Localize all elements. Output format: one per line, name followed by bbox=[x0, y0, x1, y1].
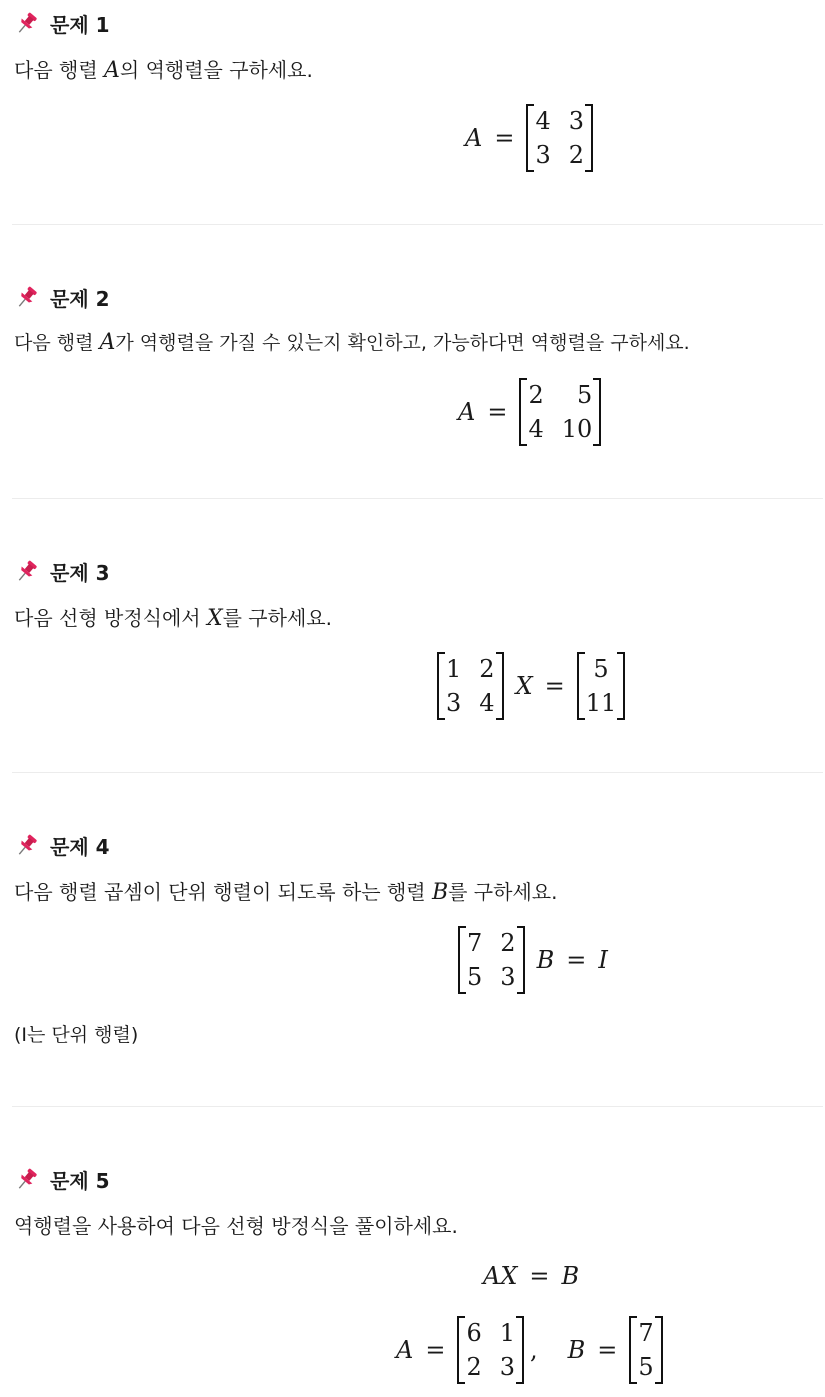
matrix-entry: 11 bbox=[585, 689, 617, 717]
matrix-entry: 3 bbox=[446, 689, 462, 717]
divider bbox=[12, 498, 823, 499]
matrix-name: A bbox=[458, 398, 476, 426]
math-symbol: AX bbox=[483, 1262, 518, 1290]
matrix-entry: 10 bbox=[561, 415, 593, 443]
matrix-entry: 4 bbox=[528, 415, 544, 443]
problem-3-equation bbox=[437, 652, 625, 720]
matrix-entry: 4 bbox=[479, 689, 495, 717]
matrix-entry: 4 bbox=[535, 107, 551, 135]
divider bbox=[12, 772, 823, 773]
matrix-entry: 3 bbox=[500, 963, 516, 991]
problem-5-equation-2 bbox=[396, 1316, 663, 1384]
equals-sign: = bbox=[425, 1336, 446, 1364]
divider bbox=[12, 1106, 823, 1107]
equals-sign: = bbox=[487, 398, 508, 426]
pushpin-icon bbox=[14, 284, 40, 310]
divider bbox=[12, 224, 823, 225]
math-symbol: B bbox=[561, 1262, 580, 1290]
equals-sign: = bbox=[494, 124, 515, 152]
equals-sign: = bbox=[544, 672, 565, 700]
problem-3-title: 문제 3 bbox=[14, 556, 110, 586]
matrix-entry: 2 bbox=[466, 1353, 482, 1381]
problem-2-equation bbox=[458, 378, 601, 446]
problem-3-description: 다음 선형 방정식에서 X를 구하세요. bbox=[14, 606, 332, 631]
equals-sign: = bbox=[597, 1336, 618, 1364]
unknown-matrix: X bbox=[515, 672, 533, 700]
problem-4-title: 문제 4 bbox=[14, 830, 110, 860]
problem-2-description: 다음 행렬 A가 역행렬을 가질 수 있는지 확인하고, 가능하다면 역행렬을 구하세요. bbox=[14, 330, 690, 355]
equals-sign: = bbox=[529, 1262, 550, 1290]
unknown-matrix: B bbox=[536, 946, 555, 974]
matrix-entry: 7 bbox=[467, 929, 483, 957]
matrix-entry: 5 bbox=[467, 963, 483, 991]
pushpin-icon bbox=[14, 1166, 40, 1192]
coefficient-matrix bbox=[437, 652, 504, 720]
matrix-entry: 3 bbox=[499, 1353, 516, 1381]
math-symbol: A bbox=[396, 1336, 414, 1364]
matrix-entry: 5 bbox=[638, 1353, 654, 1381]
matrix-entry: 2 bbox=[528, 381, 544, 409]
matrix-name: A bbox=[465, 124, 483, 152]
matrix-entry: 1 bbox=[446, 655, 462, 683]
problem-4-description: 다음 행렬 곱셈이 단위 행렬이 되도록 하는 행렬 B를 구하세요. bbox=[14, 880, 558, 905]
pushpin-icon bbox=[14, 558, 40, 584]
matrix-entry: 3 bbox=[535, 141, 551, 169]
problem-4-note: (I는 단위 행렬) bbox=[14, 1024, 139, 1046]
problem-5-title: 문제 5 bbox=[14, 1164, 110, 1194]
matrix-a bbox=[457, 1316, 524, 1384]
matrix-entry: 5 bbox=[593, 655, 609, 683]
result-vector bbox=[577, 652, 626, 720]
matrix-entry: 2 bbox=[479, 655, 495, 683]
matrix-entry: 1 bbox=[499, 1319, 516, 1347]
problem-4-equation bbox=[458, 926, 608, 994]
problem-1-description: 다음 행렬 A의 역행렬을 구하세요. bbox=[14, 58, 313, 83]
math-symbol: B bbox=[567, 1336, 586, 1364]
problem-2-title: 문제 2 bbox=[14, 282, 110, 312]
matrix-entry: 2 bbox=[500, 929, 516, 957]
problem-5-equation-1 bbox=[483, 1262, 579, 1290]
matrix bbox=[458, 926, 525, 994]
problem-1-equation bbox=[465, 104, 593, 172]
matrix-entry: 6 bbox=[466, 1319, 482, 1347]
equals-sign: = bbox=[566, 946, 587, 974]
math-symbol: , bbox=[530, 1336, 538, 1364]
identity-matrix: I bbox=[598, 946, 608, 974]
matrix-entry: 7 bbox=[638, 1319, 654, 1347]
problem-5-description: 역행렬을 사용하여 다음 선형 방정식을 풀이하세요. bbox=[14, 1214, 458, 1238]
matrix-entry: 3 bbox=[568, 107, 585, 135]
pushpin-icon bbox=[14, 10, 40, 36]
pushpin-icon bbox=[14, 832, 40, 858]
problem-1-title: 문제 1 bbox=[14, 8, 110, 38]
matrix-entry: 2 bbox=[568, 141, 585, 169]
matrix bbox=[519, 378, 601, 446]
matrix bbox=[526, 104, 593, 172]
matrix-b bbox=[629, 1316, 662, 1384]
matrix-entry: 5 bbox=[577, 381, 593, 409]
